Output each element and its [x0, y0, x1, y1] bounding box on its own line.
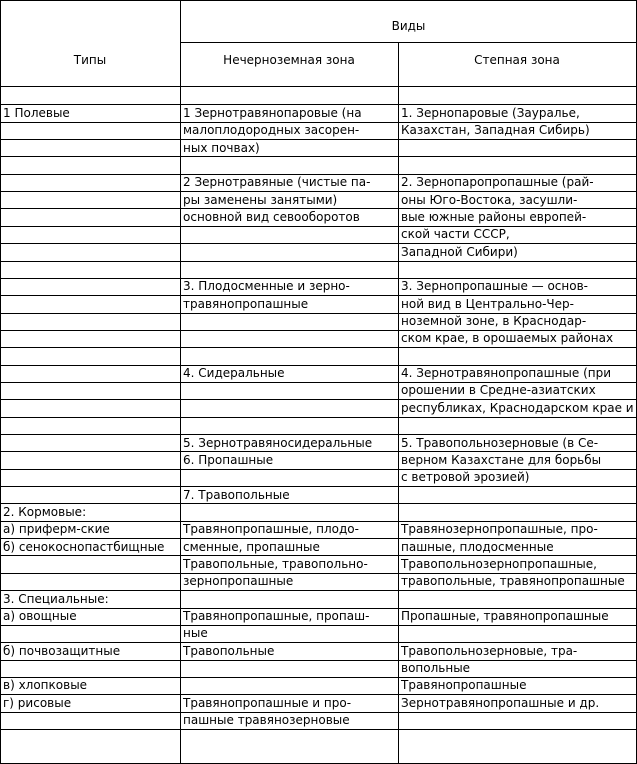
table-cell: Травянопропашные и про- [183, 695, 352, 710]
table-cell: 1 Зернотравянопаровые (на [183, 105, 362, 120]
header-types: Типы [73, 53, 107, 67]
table-cell: травянопропашные [183, 296, 309, 311]
table-cell: верном Казахстане для борьбы [401, 452, 602, 467]
row-line [0, 729, 637, 730]
table-cell: ные [183, 626, 208, 641]
table-cell: 2. Зернопаропропашные (рай- [401, 175, 594, 190]
row-line [0, 347, 637, 348]
table-cell: Пропашные, травянопропашные [401, 609, 609, 623]
table-cell: 5. Травопольнозерновые (в Се- [401, 435, 599, 450]
table-cell: 5. Зернотравяносидеральные [183, 435, 373, 450]
header-zone-steppe: Степная зона [474, 53, 560, 67]
row-line [0, 261, 637, 262]
header-zone-nonchernozem: Нечерноземная зона [223, 53, 355, 67]
table-cell: ры заменены занятыми) [183, 192, 338, 207]
row-line [0, 139, 637, 140]
table-cell: вые южные районы европей- [401, 209, 587, 224]
table-cell: орошении в Средне-азиатских [401, 383, 596, 398]
table-cell: основной вид севооборотов [183, 209, 360, 224]
table-cell: Западной Сибири) [401, 244, 518, 259]
table-cell: в) хлопковые [3, 678, 88, 693]
table-cell: малоплодородных засорен- [183, 123, 360, 138]
table-cell: 3. Зернопропашные — основ- [401, 279, 588, 294]
row-line [0, 226, 637, 227]
table-cell: 4. Сидеральные [183, 366, 285, 381]
table-cell: б) почвозащитные [3, 643, 121, 658]
table-cell: 4. Зернотравянопропашные (при [401, 366, 612, 381]
table-cell: вопольные [401, 661, 471, 676]
table-cell: зернопропашные [183, 574, 294, 589]
table-cell: Травопольнозерновые, тра- [401, 643, 578, 658]
table-cell: а) овощные [3, 609, 77, 623]
column-divider-2 [398, 42, 399, 764]
table-cell: 6. Пропашные [183, 452, 274, 467]
table-cell: Травопольнозернопропашные, [401, 556, 597, 571]
table-border-top [0, 0, 637, 1]
table-cell: республиках, Краснодарском крае и [401, 400, 634, 415]
table-cell: 7. Травопольные [183, 487, 290, 502]
table-cell: ской части СССР, [401, 227, 510, 242]
row-line [0, 677, 637, 678]
header-bottom-line [0, 86, 637, 87]
row-line [0, 503, 637, 504]
table-cell: пашные травянозерновые [183, 713, 350, 728]
table-cell: ной вид в Центрально-Чер- [401, 296, 574, 311]
table-cell: ноземной зоне, в Краснодар- [401, 314, 587, 329]
table-cell: ных почвах) [183, 140, 260, 155]
row-line [0, 469, 637, 470]
table-cell: б) сенокоснопастбищные [3, 539, 165, 554]
table-cell: 2 Зернотравяные (чистые па- [183, 175, 371, 190]
table-cell: ском крае, в орошаемых районах [401, 331, 614, 346]
table-cell: г) рисовые [3, 695, 72, 710]
row-line [0, 243, 637, 244]
table-cell: 1. Зернопаровые (Зауралье, [401, 105, 580, 120]
header-kinds: Виды [391, 19, 426, 33]
table-cell: Травопольные [183, 643, 275, 658]
header-subdivider [180, 42, 637, 43]
table-cell: с ветровой эрозией) [401, 470, 530, 485]
table-cell: Травянопропашные, пропаш- [183, 609, 370, 623]
table-cell: травопольные, травянопропашные [401, 574, 625, 589]
row-line [0, 156, 637, 157]
table-cell: Травопольные, травопольно- [183, 556, 368, 571]
table-cell: 1 Полевые [3, 105, 70, 120]
table-cell: 3. Плодосменные и зерно- [183, 279, 350, 294]
table-cell: сменные, пропашные [183, 539, 320, 554]
table-cell: 3. Специальные: [3, 591, 109, 606]
table-cell: оны Юго-Востока, засушли- [401, 192, 578, 207]
table-cell: а) приферм-ские [3, 522, 110, 537]
row-line [0, 486, 637, 487]
row-line [0, 625, 637, 626]
table-cell: Казахстан, Западная Сибирь) [401, 123, 590, 138]
table-cell: Травянопропашные, плодо- [183, 522, 359, 537]
row-line [0, 660, 637, 661]
table-cell: Травянозернопропашные, про- [401, 522, 598, 537]
table-cell: 2. Кормовые: [3, 504, 87, 519]
row-line [0, 417, 637, 418]
table-cell: пашные, плодосменные [401, 539, 554, 554]
table-cell: Зернотравянопропашные и др. [401, 695, 600, 710]
table-cell: Травянопропашные [401, 678, 527, 693]
